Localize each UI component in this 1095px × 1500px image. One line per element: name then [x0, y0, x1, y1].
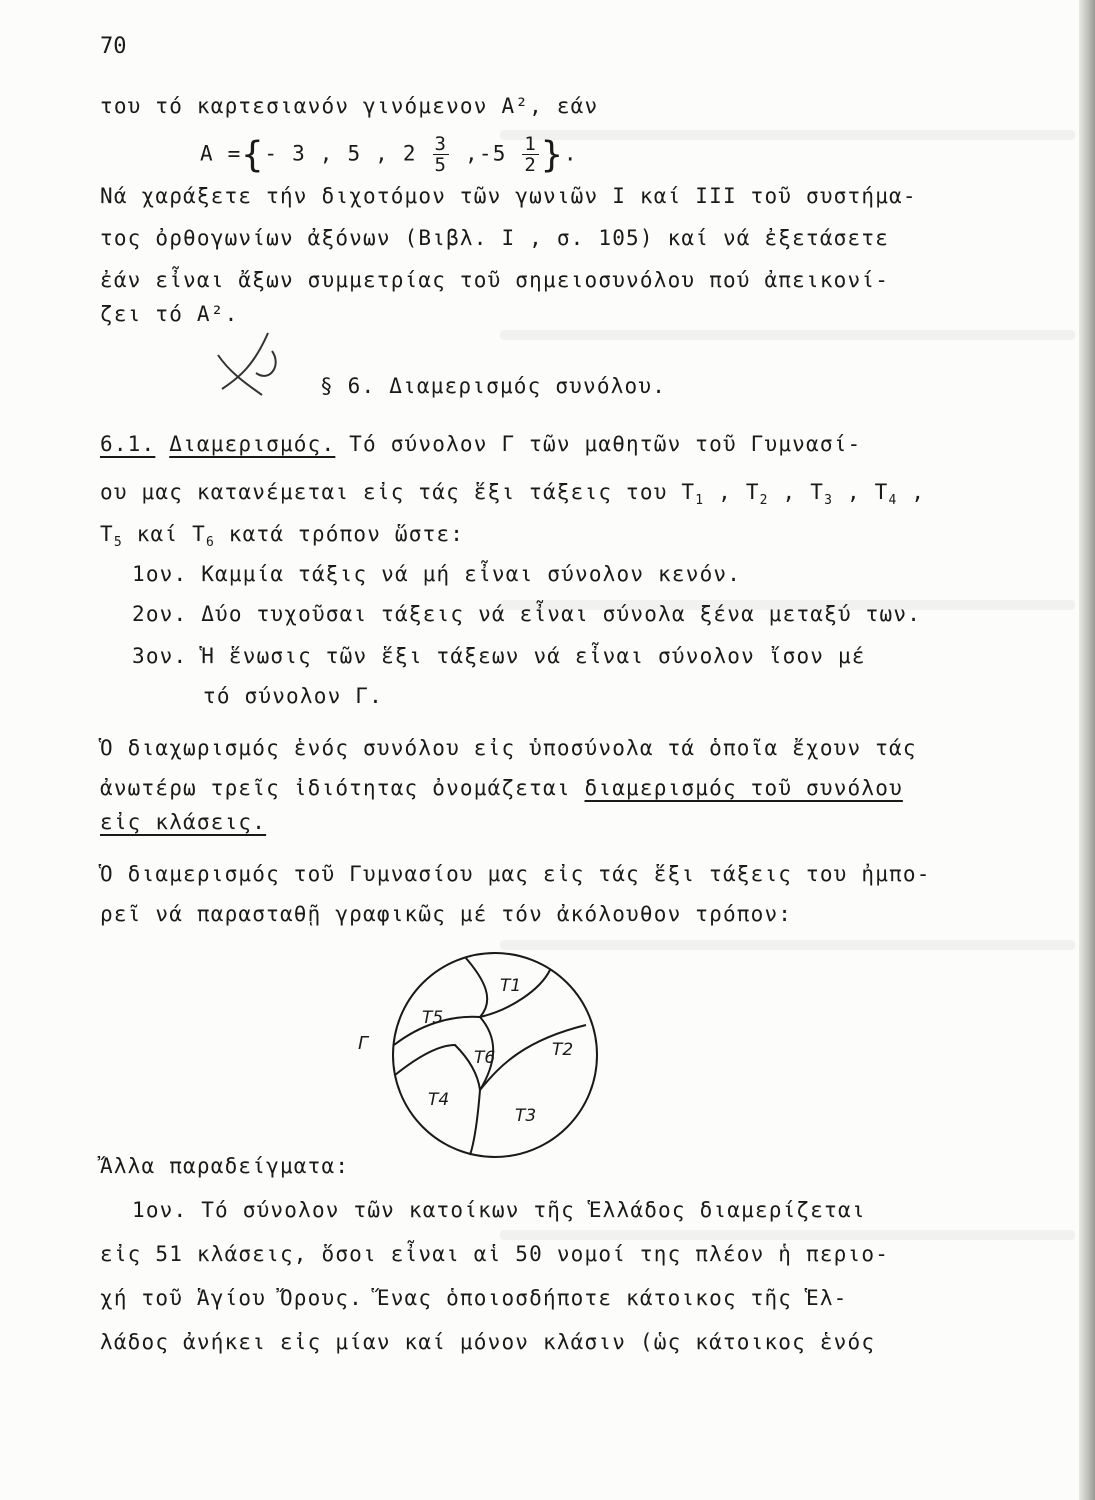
- text-line: λάδος ἀνήκει εἰς μίαν καί μόνον κλάσιν (ὡς κάτοικος ἑνός: [100, 1330, 876, 1354]
- text-line: ἀνωτέρω τρεῖς ἰδιότητας ὀνομάζεται διαμερισμός τοῦ συνόλου: [100, 776, 903, 800]
- text-line: Ὁ διαχωρισμός ἑνός συνόλου εἰς ὑποσύνολα τά ὁποῖα ἔχουν τάς: [100, 736, 917, 760]
- text-line: Νά χαράξετε τήν διχοτόμον τῶν γωνιῶν I καί III τοῦ συστήμα-: [100, 184, 917, 208]
- region-label: T4: [428, 1090, 450, 1110]
- section-heading: § 6. Διαμερισμός συνόλου.: [320, 374, 667, 398]
- bleed-through: [500, 130, 1075, 140]
- page-edge-shadow: [1079, 0, 1095, 1500]
- bleed-through: [500, 330, 1075, 340]
- text-line: ου μας κατανέμεται εἰς τάς ἕξι τάξεις του $T_1$ , $T_2$ , $T_3$ , $T_4$ ,: [100, 480, 926, 509]
- partition-diagram: [350, 945, 650, 1175]
- text-line: του τό καρτεσιανόν γινόμενον A², εάν: [100, 94, 599, 118]
- set-label: Γ: [358, 1033, 369, 1054]
- fraction: $\frac{1}{2}$: [524, 133, 538, 176]
- partition-boundary: [470, 1090, 480, 1155]
- partition-boundary: [465, 957, 496, 1090]
- condition-3-cont: τό σύνολον Γ.: [203, 684, 383, 708]
- text-line: τος ὀρθογωνίων ἀξόνων (Βιβλ. I , σ. 105) καί νά ἐξετάσετε: [100, 226, 890, 250]
- region-label: T3: [515, 1106, 537, 1126]
- page-number: 70: [100, 34, 127, 59]
- text-line: ἐάν εἶναι ἄξων συμμετρίας τοῦ σημειοσυνόλου πού ἀπεικονί-: [100, 268, 890, 292]
- bleed-through: [500, 1230, 1075, 1240]
- set-definition: A ={- 3 , 5 , 2 $\frac{3}{5}$ ,-5 $\frac{1}{2}$ }.: [200, 133, 578, 176]
- text-line: εἰς κλάσεις.: [100, 810, 267, 834]
- example-1: 1ον. Τό σύνολον τῶν κατοίκων τῆς Ἑλλάδος διαμερίζεται: [132, 1198, 866, 1222]
- region-label: T5: [422, 1008, 444, 1028]
- condition-1: 1ον. Καμμία τάξις νά μή εἶναι σύνολον κενόν.: [132, 562, 742, 586]
- partition-boundary: [395, 1045, 480, 1090]
- condition-3: 3ον. Ἡ ἕνωσις τῶν ἕξι τάξεων νά εἶναι σύνολον ἴσον μέ: [132, 644, 866, 668]
- text-line: Ἄλλα παραδείγματα:: [100, 1154, 350, 1178]
- text-line: $T_5$ καί $T_6$ κατά τρόπον ὥστε:: [100, 522, 465, 551]
- text-line: ζει τό A².: [100, 302, 239, 326]
- region-label: T2: [552, 1040, 574, 1060]
- text-line: χή τοῦ Ἁγίου Ὄρους. Ἕνας ὁποιοσδήποτε κάτοικος τῆς Ἑλ-: [100, 1286, 848, 1310]
- text-line: εἰς 51 κλάσεις, ὅσοι εἶναι αἱ 50 νομοί της πλέον ἡ περιο-: [100, 1242, 890, 1266]
- region-label: T1: [500, 976, 522, 996]
- text-line: ρεῖ νά παρασταθῇ γραφικῶς μέ τόν ἀκόλουθον τρόπον:: [100, 902, 793, 926]
- fraction: $\frac{3}{5}$: [434, 133, 448, 176]
- handwritten-check-mark: [210, 325, 300, 405]
- condition-2: 2ον. Δύο τυχοῦσαι τάξεις νά εἶναι σύνολα ξένα μεταξύ των.: [132, 602, 922, 626]
- subsection-line: 6.1. Διαμερισμός. Τό σύνολον Γ τῶν μαθητῶν τοῦ Γυμνασί-: [100, 432, 862, 456]
- region-label: T6: [474, 1048, 496, 1068]
- text-line: Ὁ διαμερισμός τοῦ Γυμνασίου μας εἰς τάς ἕξι τάξεις του ἠμπο-: [100, 862, 931, 886]
